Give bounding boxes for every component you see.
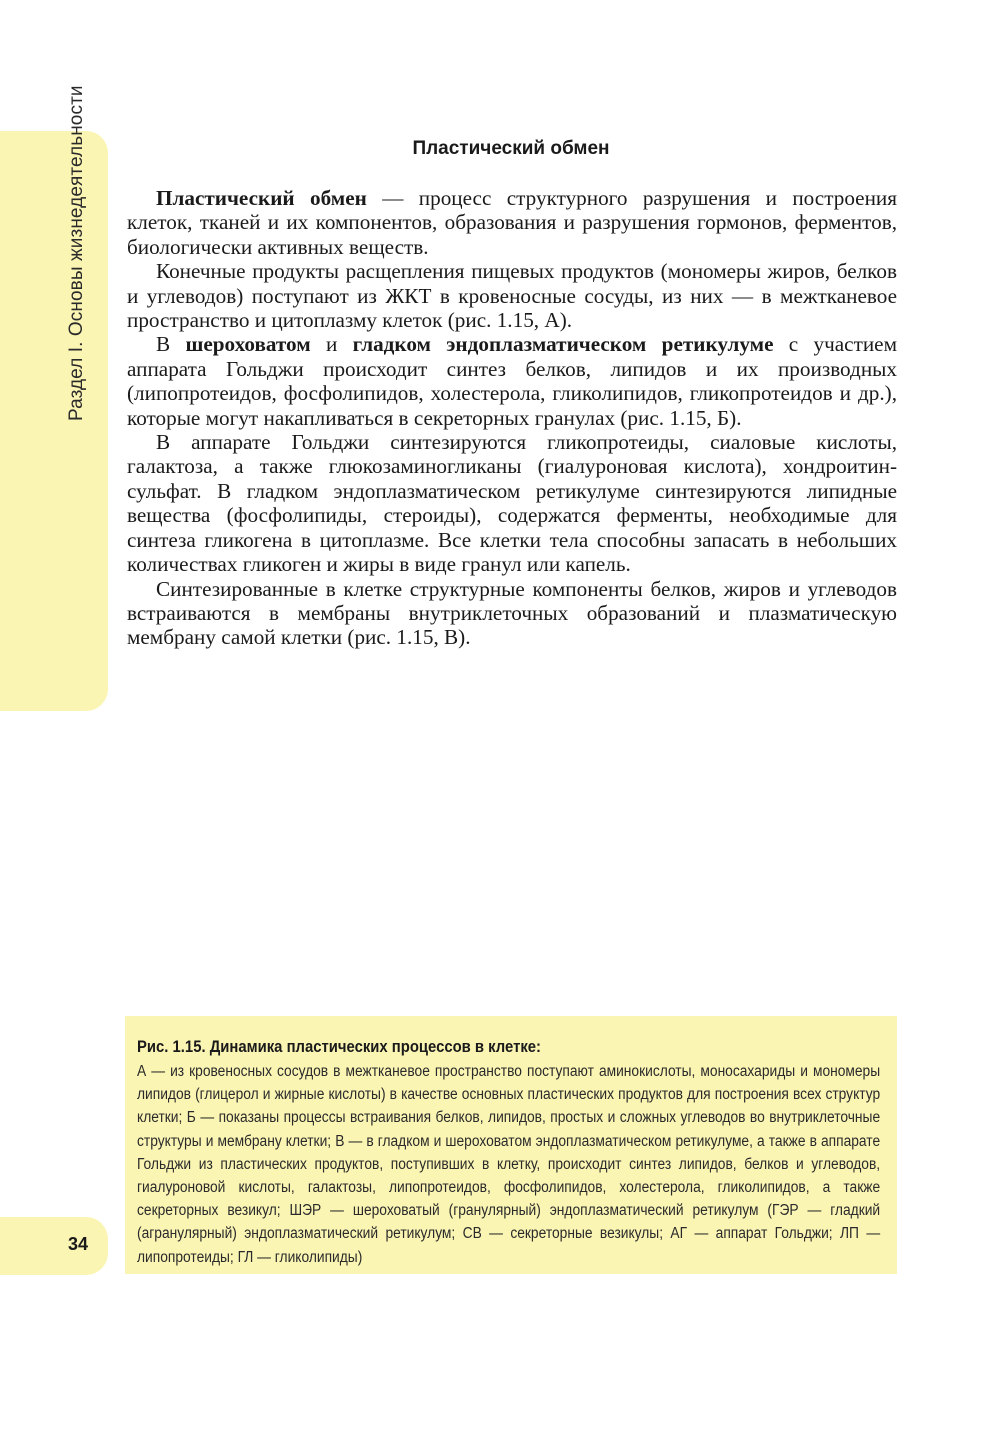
paragraph-5: Синтезированные в клетке структурные компоненты белков, жиров и углеводов встраиваются в мембраны внутриклеточных образований и плазматическую мембрану самой клетки (рис. 1.15, В). bbox=[127, 576, 897, 650]
section-side-label: Раздел I. Основы жизнедеятельности bbox=[66, 85, 87, 421]
figure-caption-text: А — из кровеносных сосудов в межтканевое пространство поступают аминокислоты, моносахариды и мономеры липидов (глицерол и жирные кислоты) в качестве основных пластических продуктов для построения всех структур клетки; Б — показаны процессы встраивания белков, липидов, простых и сложных углеводов во внутриклеточные структуры и мембрану клетки; В — в гладком и шероховатом эндоплазматическом ретикулуме, а также в аппарате Гольджи из пластических продуктов, поступивших в клетку, происходит синтез липидов, белков и углеводов, гиалуроновой кислоты, галактозы, липопротеидов, фосфолипидов, холестерола, гликолипидов, а также секреторных везикул; ШЭР — шероховатый (гранулярный) эндоплазматический ретикулум (ГЭР — гладкий (агранулярный) эндоплазматический ретикулум; СВ — секреторные везикулы; АГ — аппарат Гольджи; ЛП — липопротеиды; ГЛ — гликолипиды) bbox=[137, 1063, 881, 1266]
paragraph-2: Конечные продукты расщепления пищевых продуктов (мономеры жиров, белков и углеводов) поступают из ЖКТ в кровеносные сосуды, из них — в межтканевое пространство и цитоплазму клеток (рис. 1.15, А). bbox=[127, 259, 897, 333]
paragraph-3-start: В bbox=[156, 332, 186, 357]
figure-caption-title: Рис. 1.15. Динамика пластических процессов в клетке: bbox=[137, 1038, 542, 1056]
paragraph-1-text: — процесс структурного разрушения и построения клеток, тканей и их компонентов, образования и разрушения гормонов, ферментов, биологически активных веществ. bbox=[127, 186, 897, 259]
paragraph-3-mid: и bbox=[310, 332, 353, 357]
paragraph-1 bbox=[127, 186, 897, 259]
paragraph-3-text: с участием аппарата Гольджи происходит синтез белков, липидов и их производных (липопротеидов, фосфолипидов, холестерола, гликолипидов, гликопротеидов и др.), которые могут накапливаться в секреторных гранулах (рис. 1.15, Б). bbox=[127, 332, 897, 430]
paragraph-4: В аппарате Гольджи синтезируются гликопротеиды, сиаловые кислоты, галактоза, а также глюкозаминогликаны (гиалуроновая кислота), хондроитин-сульфат. В гладком эндоплазматическом ретикулуме синтезируются липидные вещества (фосфолипиды, стероиды), содержатся ферменты, необходимые для синтеза гликогена в цитоплазме. Все клетки тела способны запасать в небольших количествах гликоген и жиры в виде гранул или капель. bbox=[127, 430, 897, 577]
term-rough-er: шероховатом bbox=[185, 332, 311, 357]
paragraph-3 bbox=[127, 332, 897, 430]
section-title: Пластический обмен bbox=[412, 138, 610, 159]
body-text bbox=[127, 186, 897, 650]
term-smooth-er: гладком эндоплазматическом ретикулуме bbox=[352, 332, 774, 357]
section-side-tab bbox=[0, 131, 108, 711]
page-number-tab bbox=[0, 1217, 108, 1275]
term-plastic-exchange: Пластический обмен bbox=[156, 186, 367, 210]
page-number: 34 bbox=[68, 1234, 89, 1254]
